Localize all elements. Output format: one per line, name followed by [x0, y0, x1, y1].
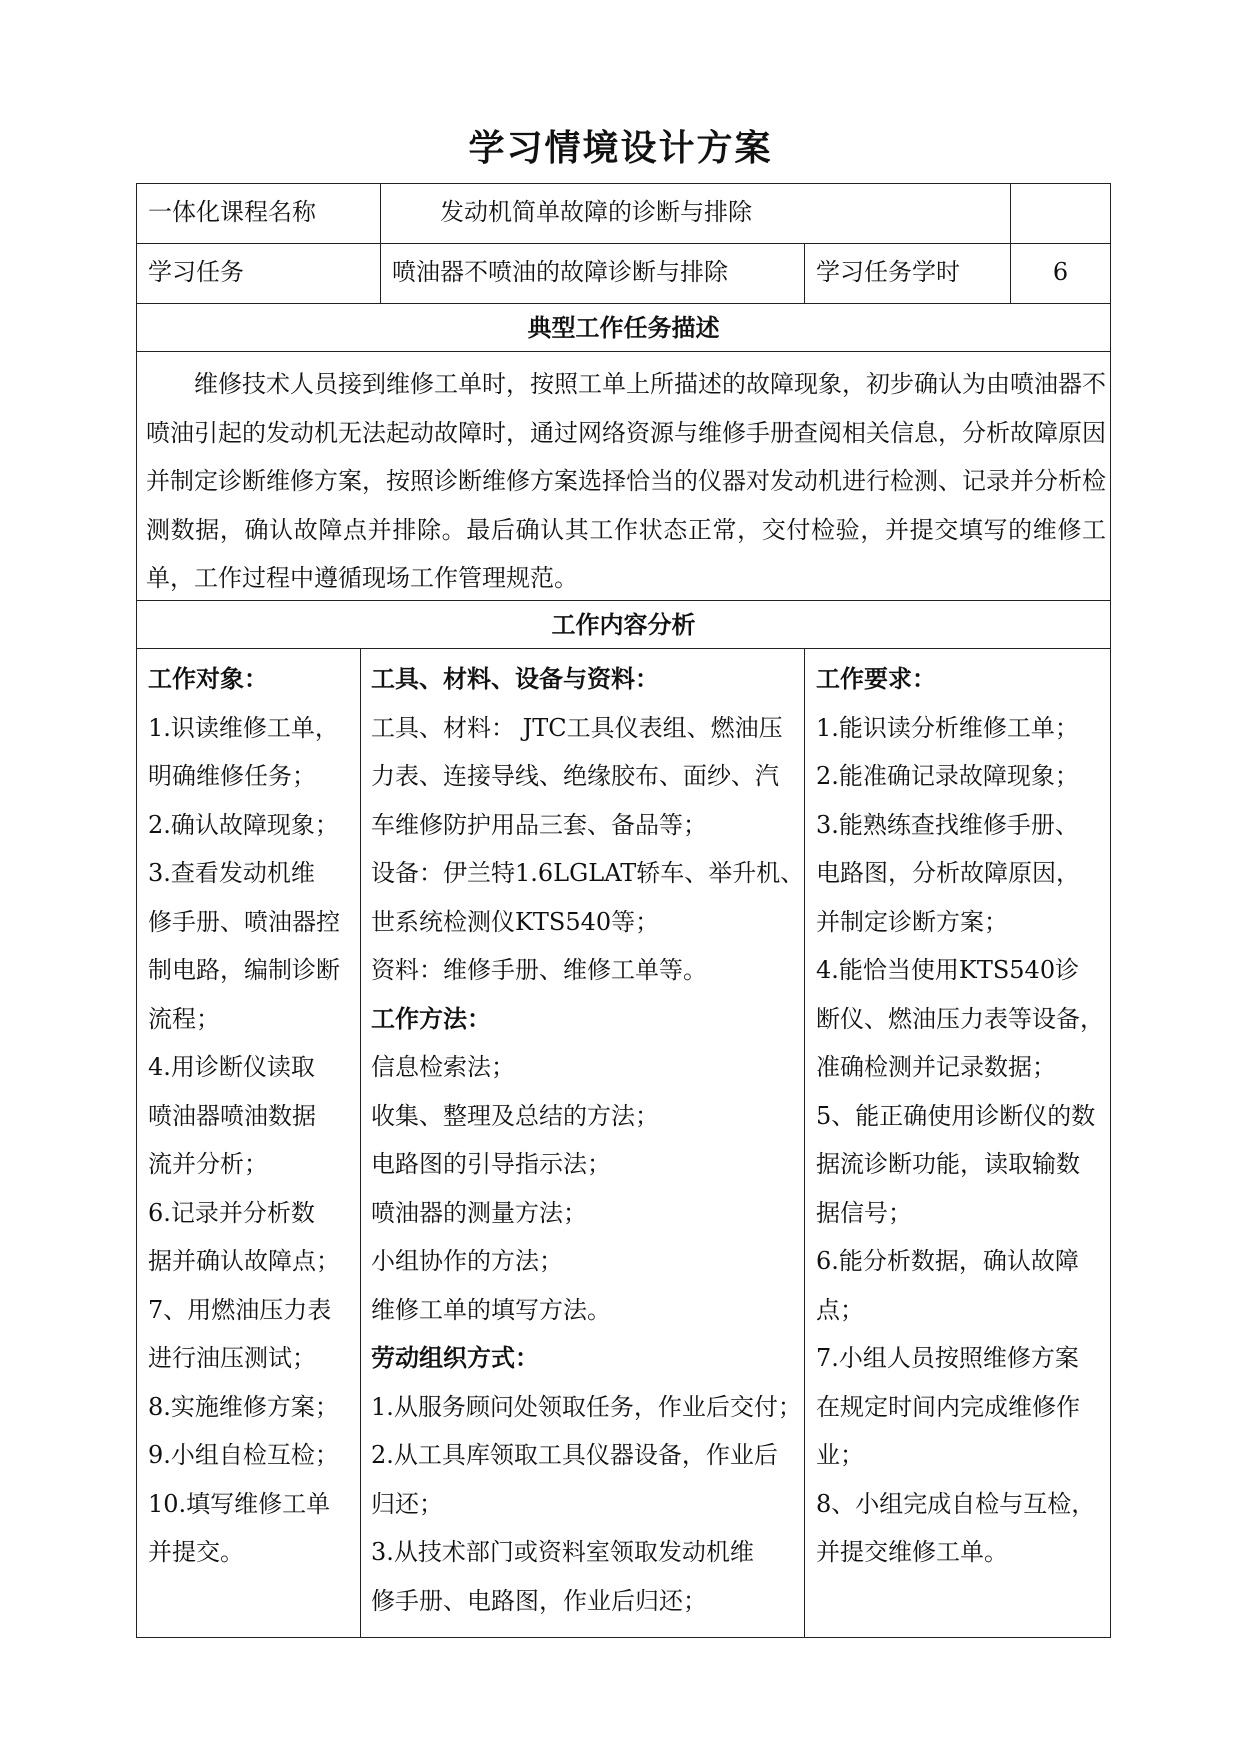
col-divider: [804, 243, 805, 303]
list-item: 归还；: [371, 1489, 443, 1518]
list-item: 2.从工具库领取工具仪器设备，作业后: [371, 1441, 778, 1469]
course-name-value: 发动机简单故障的诊断与排除: [440, 198, 752, 226]
list-item: 修手册、喷油器控: [148, 907, 340, 936]
list-item: 制电路，编制诊断: [148, 956, 340, 984]
list-item: 断仪、燃油压力表等设备，: [816, 1004, 1104, 1033]
list-item: 准确检测并记录数据；: [816, 1053, 1056, 1081]
list-item: 1.识读维修工单，: [148, 713, 339, 742]
list-item: 3.从技术部门或资料室领取发动机维: [371, 1538, 754, 1566]
typical-task-description: 维修技术人员接到维修工单时，按照工单上所描述的故障现象，初步确认为由喷油器不喷油引起的发动机无法起动故障时，通过网络资源与维修手册查阅相关信息，分析故障原因并制定诊断维修方案，按照诊断维修方案选择恰当的仪器对发动机进行检测、记录并分析检测数据，确认故障点并排除。最后确认其工作状态正常，交付检验，并提交填写的维修工单，工作过程中遵循现场工作管理规范。: [146, 370, 1106, 592]
list-item: 业；: [816, 1441, 864, 1469]
list-item: 1.能识读分析维修工单；: [816, 713, 1079, 742]
list-item: 4.用诊断仪读取: [148, 1053, 315, 1081]
list-item: 修手册、电路图，作业后归还；: [371, 1586, 707, 1615]
list-item: 6.记录并分析数: [148, 1198, 315, 1227]
list-item: 7.小组人员按照维修方案: [816, 1344, 1079, 1372]
list-item: 3.查看发动机维: [148, 859, 315, 887]
list-item: 2.确认故障现象；: [148, 810, 339, 839]
list-item: 流程；: [148, 1004, 220, 1033]
list-item: 资料：维修手册、维修工单等。: [371, 956, 707, 984]
learning-task-label: 学习任务: [148, 258, 244, 286]
list-item: 7、用燃油压力表: [148, 1295, 332, 1324]
list-item: 明确维修任务；: [148, 762, 316, 790]
typical-task-heading: 典型工作任务描述: [527, 313, 720, 342]
list-item: 在规定时间内完成维修作: [816, 1392, 1080, 1421]
list-item: 收集、整理及总结的方法；: [371, 1101, 659, 1130]
labor-organization-heading: 劳动组织方式：: [371, 1343, 539, 1372]
list-item: 8、小组完成自检与互检，: [816, 1489, 1096, 1518]
work-objects-column: [148, 655, 353, 1577]
row-divider: [136, 243, 1111, 244]
list-item: 车维修防护用品三套、备品等；: [371, 810, 707, 839]
requirements-column: [816, 655, 1106, 1577]
row-divider: [136, 303, 1111, 304]
list-item: 喷油器喷油数据: [148, 1101, 316, 1130]
row-divider: [136, 648, 1111, 649]
list-item: 6.能分析数据，确认故障: [816, 1247, 1079, 1275]
list-item: 8.实施维修方案；: [148, 1392, 339, 1421]
row-divider: [136, 351, 1111, 352]
list-item: 2.能准确记录故障现象；: [816, 762, 1079, 790]
list-item: 点；: [816, 1295, 864, 1324]
list-item: 据流诊断功能，读取输数: [816, 1150, 1080, 1178]
list-item: 进行油压测试；: [148, 1344, 316, 1372]
tools-heading: 工具、材料、设备与资料：: [371, 664, 659, 693]
course-name-label: 一体化课程名称: [148, 198, 316, 226]
list-item: 据信号；: [816, 1198, 912, 1227]
list-item: 1.从服务顾问处领取任务，作业后交付；: [371, 1392, 802, 1421]
list-item: 工具、材料： JTC工具仪表组、燃油压: [371, 713, 783, 742]
list-item: 电路图的引导指示法；: [371, 1150, 611, 1178]
list-item: 流并分析；: [148, 1150, 268, 1178]
list-item: 世系统检测仪KTS540等；: [371, 907, 660, 936]
list-item: 9.小组自检互检；: [148, 1441, 339, 1469]
task-hours-label: 学习任务学时: [816, 258, 960, 286]
task-hours-value: 6: [1052, 258, 1069, 286]
page-title: 学习情境设计方案: [468, 127, 773, 169]
list-item: 信息检索法；: [371, 1053, 515, 1081]
col-divider: [804, 648, 805, 1638]
list-item: 电路图，分析故障原因，: [816, 859, 1080, 887]
list-item: 并提交。: [148, 1538, 244, 1566]
list-item: 5、能正确使用诊断仪的数: [816, 1101, 1096, 1130]
requirements-heading: 工作要求：: [816, 664, 936, 693]
list-item: 并提交维修工单。: [816, 1538, 1008, 1566]
work-objects-heading: 工作对象：: [148, 664, 268, 693]
col-divider: [380, 183, 381, 303]
work-methods-heading: 工作方法：: [371, 1003, 491, 1033]
list-item: 10.填写维修工单: [148, 1489, 331, 1518]
analysis-heading: 工作内容分析: [551, 610, 696, 639]
list-item: 设备：伊兰特1.6LGLAT轿车、举升机、: [371, 859, 805, 887]
list-item: 据并确认故障点；: [148, 1247, 340, 1275]
tools-column: [371, 655, 805, 1625]
list-item: 力表、连接导线、绝缘胶布、面纱、汽: [371, 762, 779, 790]
col-divider: [360, 648, 361, 1638]
learning-task-value: 喷油器不喷油的故障诊断与排除: [392, 258, 728, 286]
list-item: 维修工单的填写方法。: [371, 1295, 611, 1324]
list-item: 并制定诊断方案；: [816, 907, 1008, 936]
list-item: 4.能恰当使用KTS540诊: [816, 956, 1080, 984]
list-item: 喷油器的测量方法；: [371, 1198, 587, 1227]
list-item: 小组协作的方法；: [371, 1247, 563, 1275]
list-item: 3.能熟练查找维修手册、: [816, 810, 1079, 839]
